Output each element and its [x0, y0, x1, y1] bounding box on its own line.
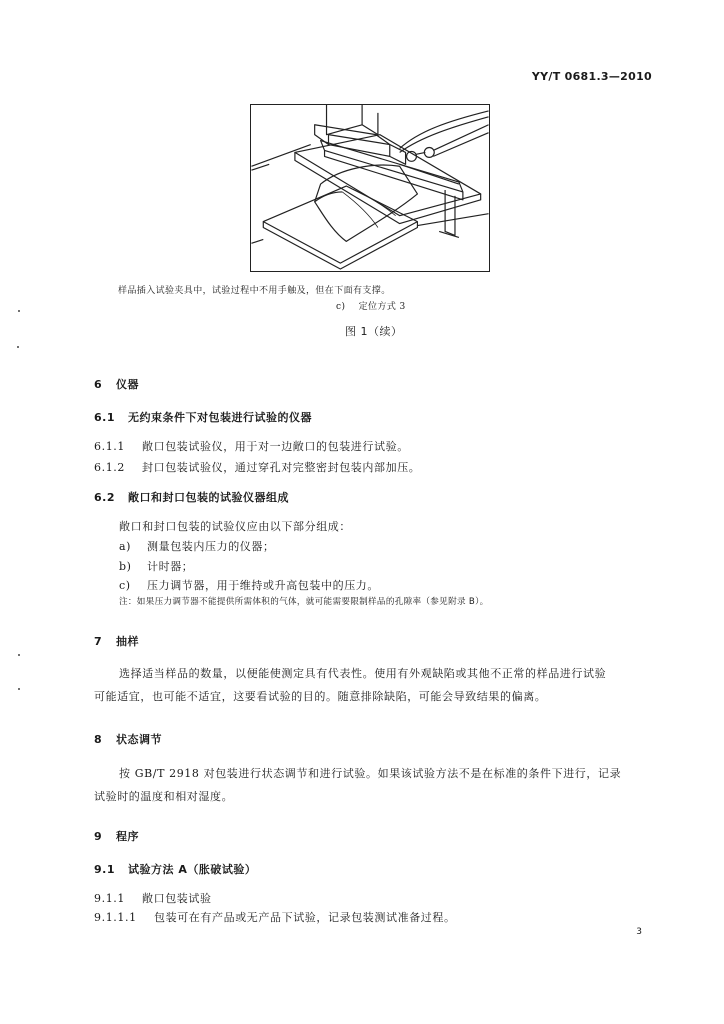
clause-text: 敞口包装试验 — [142, 892, 212, 905]
section-number: 6 — [94, 378, 103, 391]
section-9-1-heading — [94, 861, 256, 877]
clause-number: 9.1.1.1 — [94, 911, 137, 924]
list-marker: c) — [119, 579, 131, 592]
section-number: 9 — [94, 830, 103, 843]
section-9-heading — [94, 828, 139, 844]
section-6-1-heading — [94, 409, 312, 425]
paragraph-line: 可能适宜，也可能不适宜，这要看试验的目的。随意排除缺陷，可能会导致结果的偏离。 — [94, 690, 547, 703]
clause-text: 敞口包装试验仪，用于对一边敞口的包装进行试验。 — [142, 440, 409, 453]
section-number: 9.1 — [94, 863, 115, 876]
clause-text: 包装可在有产品或无产品下试验，记录包装测试准备过程。 — [154, 911, 456, 924]
paragraph-line: 试验时的温度和相对湿度。 — [94, 790, 234, 803]
clause-number: 6.1.2 — [94, 461, 125, 474]
section-6-2-heading — [94, 489, 289, 505]
scan-speck — [18, 688, 20, 690]
list-text: 压力调节器，用于维持或升高包装中的压力。 — [147, 579, 379, 592]
figure-subcaption — [336, 299, 406, 312]
figure-sub-caption: 定位方式 3 — [358, 302, 406, 312]
section-title: 状态调节 — [116, 733, 162, 746]
list-text: 测量包装内压力的仪器； — [147, 540, 275, 553]
section-6-2-intro: 敞口和封口包装的试验仪应由以下部分组成： — [119, 520, 351, 533]
page-number: 3 — [636, 927, 642, 937]
clause-9-1-1-1 — [94, 909, 456, 925]
note-text: 注：如果压力调节器不能提供所需体积的气体，就可能需要限制样品的孔隙率（参见附录 B）。 — [119, 597, 489, 607]
scan-speck — [17, 346, 19, 348]
section-number: 7 — [94, 635, 103, 648]
clause-6-1-1 — [94, 438, 409, 454]
section-title: 程序 — [116, 830, 139, 843]
figure-title: 图 1（续） — [345, 325, 403, 338]
section-title: 敞口和封口包装的试验仪器组成 — [128, 491, 289, 504]
section-title: 抽样 — [116, 635, 139, 648]
fixture-figure — [250, 104, 490, 272]
clause-text: 封口包装试验仪，通过穿孔对完整密封包装内部加压。 — [142, 461, 421, 474]
section-title: 试验方法 A（胀破试验） — [128, 863, 257, 876]
list-text: 计时器； — [147, 560, 194, 573]
section-number: 8 — [94, 733, 103, 746]
list-marker: b) — [119, 560, 132, 573]
section-8-heading — [94, 731, 162, 747]
section-number: 6.1 — [94, 411, 115, 424]
figure-note: 样品插入试验夹具中，试验过程中不用手触及，但在下面有支撑。 — [118, 286, 391, 296]
section-6-heading — [94, 376, 139, 392]
section-title: 仪器 — [116, 378, 139, 391]
list-marker: a) — [119, 540, 132, 553]
paragraph-line: 按 GB/T 2918 对包装进行状态调节和进行试验。如果该试验方法不是在标准的条件下进行，记录 — [119, 767, 622, 780]
clause-6-1-2 — [94, 459, 420, 475]
standard-number: YY/T 0681.3—2010 — [531, 70, 652, 83]
section-number: 6.2 — [94, 491, 115, 504]
list-item — [119, 558, 193, 574]
section-title: 无约束条件下对包装进行试验的仪器 — [128, 411, 312, 424]
figure-sub-label: c) — [336, 302, 346, 312]
scan-speck — [18, 310, 20, 312]
clause-number: 9.1.1 — [94, 892, 125, 905]
scan-speck — [18, 654, 20, 656]
fixture-drawing — [251, 105, 489, 271]
list-item — [119, 538, 275, 554]
section-7-heading — [94, 633, 139, 649]
paragraph-line: 选择适当样品的数量，以便能使测定具有代表性。使用有外观缺陷或其他不正常的样品进行试验 — [119, 667, 607, 680]
list-item — [119, 577, 379, 593]
clause-number: 6.1.1 — [94, 440, 125, 453]
clause-9-1-1 — [94, 890, 212, 906]
